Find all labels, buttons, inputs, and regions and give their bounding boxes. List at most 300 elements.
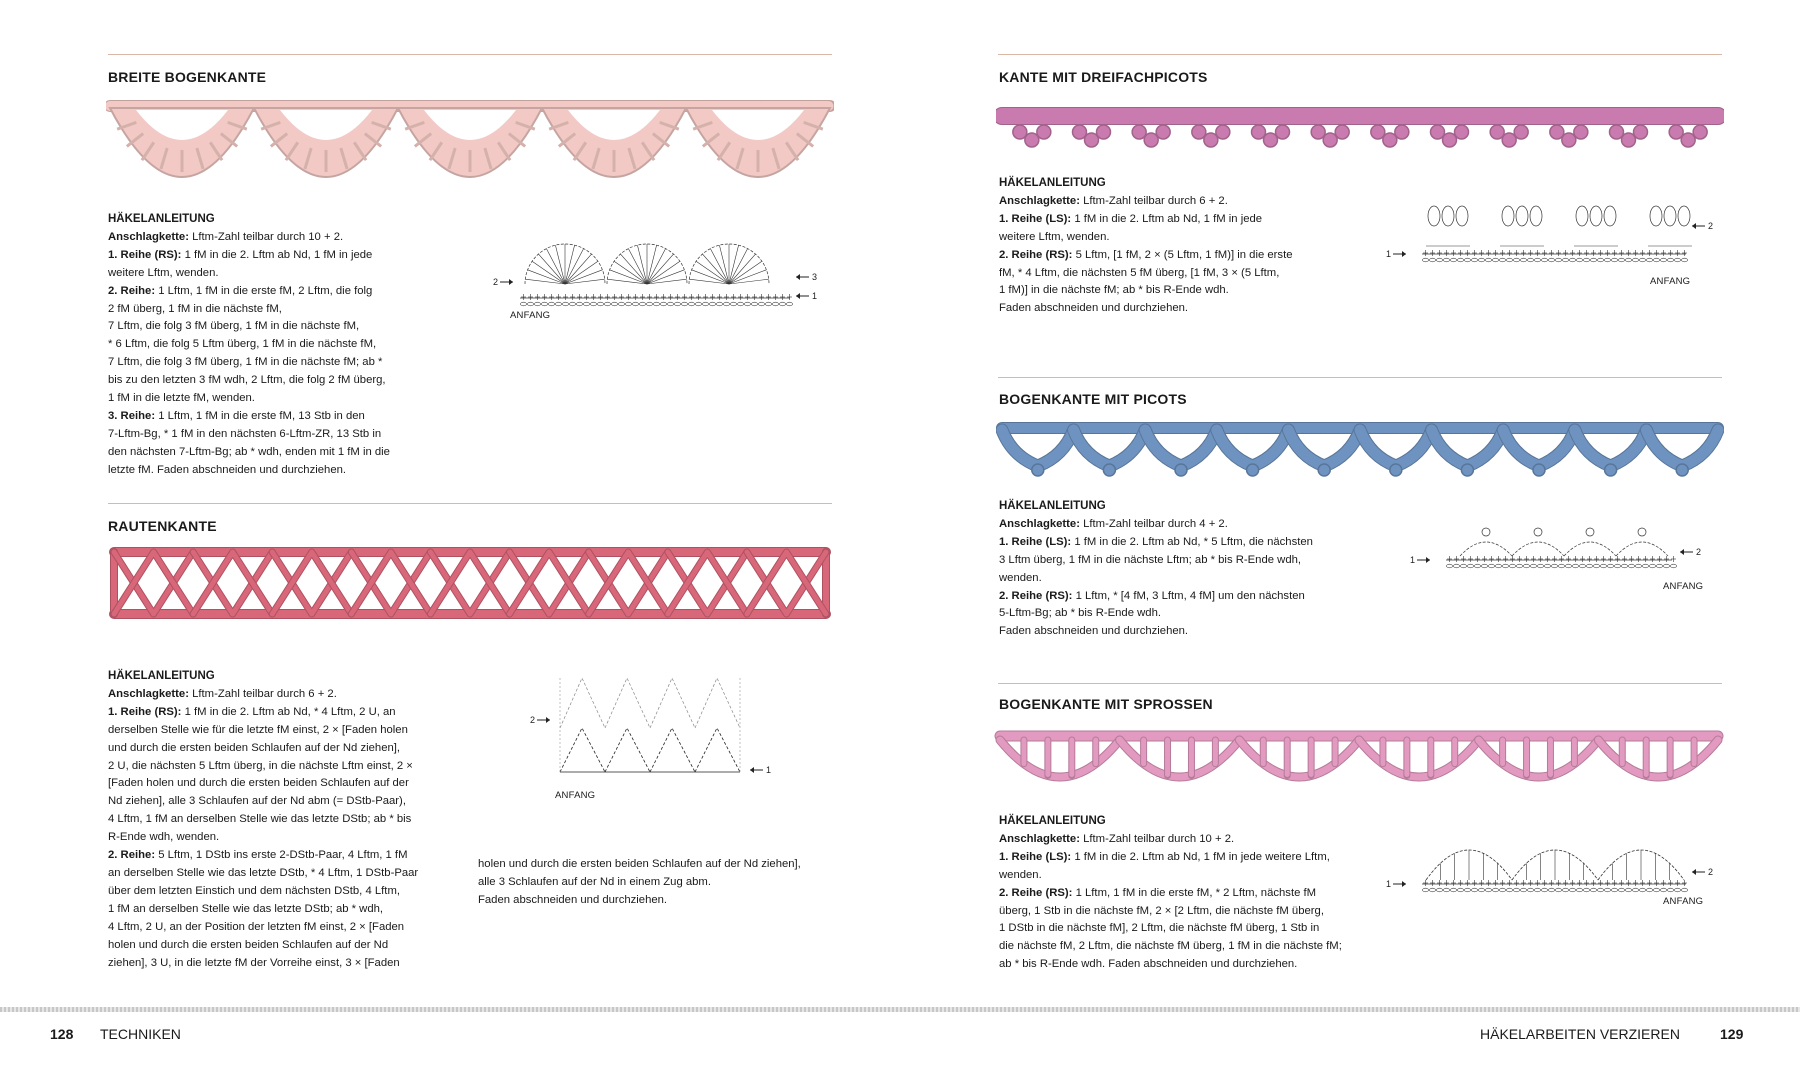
- chain-symbol: [1608, 564, 1614, 568]
- instruction-lead: 2. Reihe:: [108, 284, 156, 297]
- instruction-line: [999, 956, 1369, 974]
- instruction-line: [999, 300, 1329, 318]
- chart-diagram-breite-bogenkante: [490, 230, 830, 320]
- yarn-picot: [1097, 125, 1111, 139]
- chain-symbol: [1682, 888, 1688, 892]
- row-label-2: 2: [493, 277, 499, 287]
- chart-arch: [1460, 542, 1512, 556]
- yarn-diagonal-texture: [430, 552, 509, 614]
- row-arrow-head: [796, 293, 800, 299]
- instruction-lead: 1. Reihe (LS):: [999, 850, 1072, 863]
- chain-symbol: [1584, 258, 1590, 262]
- picot-symbol: [1442, 206, 1454, 226]
- chain-symbol: [556, 302, 562, 306]
- picot-symbol: [1456, 206, 1468, 226]
- yarn-diagonal-texture: [351, 552, 430, 614]
- chain-symbol: [1468, 564, 1474, 568]
- chain-symbol: [1633, 258, 1639, 262]
- chain-symbol: [1615, 564, 1621, 568]
- instruction-text: 5 Lftm, [1 fM, 2 × (5 Lftm, 1 fM)] in die erste: [1072, 248, 1293, 261]
- instruction-line: [999, 265, 1329, 283]
- instruction-lead: 1. Reihe (RS):: [108, 248, 182, 261]
- chain-symbol: [1479, 258, 1485, 262]
- row-label-1: 1: [812, 291, 818, 301]
- instruction-text: und durch die ersten beiden Schlaufen auf der Nd ziehen],: [108, 741, 401, 754]
- instruction-text: wenden.: [999, 868, 1042, 881]
- instruction-line: [108, 811, 448, 829]
- instruction-text: überg, 1 Stb in die nächste fM, 2 × [2 Lftm, die nächste fM überg,: [999, 904, 1324, 917]
- chart-lattice: [695, 678, 740, 728]
- instruction-text: 5-Lftm-Bg; ab * bis R-Ende wdh.: [999, 607, 1161, 620]
- chain-symbol: [1573, 564, 1579, 568]
- instruction-line: [108, 883, 448, 901]
- chain-symbol: [1465, 258, 1471, 262]
- instruction-line: [108, 283, 438, 301]
- row-label-2: 2: [1708, 221, 1714, 231]
- picot-symbol: [1586, 528, 1594, 536]
- yarn-diagonal-texture: [510, 552, 589, 614]
- instruction-text: derselben Stelle wie für die letzte fM einst, 2 × [Faden holen: [108, 723, 408, 736]
- yarn-arch-texture: [1288, 430, 1360, 466]
- section-title-breite-bogenkante: BREITE BOGENKANTE: [108, 69, 267, 85]
- yarn-arch-texture: [1002, 430, 1074, 466]
- instruction-line: [999, 623, 1339, 641]
- yarn-diagonal: [430, 552, 509, 614]
- chain-symbol: [675, 302, 681, 306]
- yarn-diagonal: [193, 552, 272, 614]
- yarn-diagonal: [589, 552, 668, 614]
- instruction-text: den nächsten 7-Lftm-Bg; ab * wdh, enden mit 1 fM in die: [108, 445, 390, 458]
- instruction-text: R-Ende wdh, wenden.: [108, 831, 220, 844]
- section-rule: [108, 54, 832, 55]
- instruction-lead: 3. Reihe:: [108, 409, 156, 422]
- chain-symbol: [1647, 888, 1653, 892]
- chain-symbol: [1503, 564, 1509, 568]
- yarn-arch-texture: [1503, 430, 1575, 466]
- chain-symbol: [1601, 564, 1607, 568]
- chain-symbol: [1507, 258, 1513, 262]
- instruction-line: [999, 849, 1369, 867]
- row-arrow-head: [1402, 881, 1406, 887]
- yarn-diagonal-texture: [114, 552, 193, 614]
- section-rule: [108, 503, 832, 504]
- yarn-diagonal-texture: [668, 552, 747, 614]
- chain-symbol: [1514, 258, 1520, 262]
- chain-symbol: [1657, 564, 1663, 568]
- chain-symbol: [1626, 258, 1632, 262]
- chain-symbol: [1594, 564, 1600, 568]
- instruction-text: wenden.: [999, 571, 1042, 584]
- chain-symbol: [710, 302, 716, 306]
- row-label-1: 1: [1410, 555, 1416, 565]
- instruction-lead: 2. Reihe:: [108, 849, 156, 862]
- instruction-line: [108, 847, 448, 865]
- picot-symbol: [1604, 206, 1616, 226]
- yarn-diagonal-texture: [747, 552, 826, 614]
- chart-diagram-bogenkante-mit-sprossen: [1386, 826, 1726, 906]
- yarn-diagonal-texture: [747, 552, 826, 614]
- chain-symbol: [1493, 888, 1499, 892]
- instruction-text: 3 Lftm überg, 1 fM in die nächste Lftm; ab * bis R-Ende wdh,: [999, 553, 1302, 566]
- instruction-line: [999, 247, 1329, 265]
- chain-symbol: [1556, 888, 1562, 892]
- chain-symbol: [1640, 258, 1646, 262]
- chain-symbol: [1472, 258, 1478, 262]
- chain-symbol: [584, 302, 590, 306]
- yarn-diagonal-texture: [114, 552, 193, 614]
- yarn-picot: [1335, 125, 1349, 139]
- instruction-text: 7 Lftm, die folg 3 fM überg, 1 fM in die nächste fM; ab *: [108, 356, 383, 369]
- row-arrow-head: [1426, 557, 1430, 563]
- instructions-bogenkante-mit-picots: [999, 498, 1339, 641]
- yarn-picot: [1676, 464, 1688, 476]
- yarn-diagonal-texture: [193, 552, 272, 614]
- chain-symbol: [1563, 888, 1569, 892]
- chain-symbol: [1612, 888, 1618, 892]
- instruction-text: 7 Lftm, die folg 3 fM überg, 1 fM in die nächste fM,: [108, 320, 360, 333]
- instruction-text: * 6 Lftm, die folg 5 Lftm überg, 1 fM in die nächste fM,: [108, 338, 377, 351]
- instruction-line: [108, 229, 438, 247]
- chain-symbol: [1584, 888, 1590, 892]
- instruction-lead: Anschlagkette:: [108, 687, 189, 700]
- chain-symbol: [1531, 564, 1537, 568]
- footer-divider: [0, 1007, 1800, 1012]
- yarn-picot: [1276, 125, 1290, 139]
- instruction-line: [999, 211, 1329, 229]
- yarn-arch-texture: [1360, 430, 1432, 466]
- chain-symbol: [668, 302, 674, 306]
- chain-symbol: [1675, 258, 1681, 262]
- yarn-picot: [1395, 125, 1409, 139]
- chain-symbol: [1668, 258, 1674, 262]
- section-rule: [998, 683, 1722, 684]
- crochet-sample-dreifachpicots: [996, 96, 1724, 160]
- instruction-line: [108, 444, 438, 462]
- row-label-2: 2: [1708, 867, 1714, 877]
- row-label-1: 1: [1386, 249, 1392, 259]
- instruction-line: [108, 775, 448, 793]
- crochet-sample-rautenkante: [106, 544, 834, 626]
- chain-symbol: [1493, 258, 1499, 262]
- instruction-text: 1 fM in die letzte fM, wenden.: [108, 392, 255, 405]
- yarn-diagonal: [114, 552, 193, 614]
- chain-symbol: [542, 302, 548, 306]
- yarn-diagonal: [510, 552, 589, 614]
- instruction-line: [999, 229, 1329, 247]
- yarn-diagonal-texture: [589, 552, 668, 614]
- instruction-text: 1 fM in die 2. Lftm ab Nd, * 5 Lftm, die nächsten: [1071, 535, 1313, 548]
- chart-lattice: [650, 728, 695, 772]
- instruction-line: [108, 865, 448, 883]
- chain-symbol: [1605, 888, 1611, 892]
- chain-symbol: [1454, 564, 1460, 568]
- row-arrow-head: [750, 767, 754, 773]
- chain-symbol: [766, 302, 772, 306]
- chain-symbol: [1664, 564, 1670, 568]
- instructions-rautenkante: [108, 668, 448, 972]
- instruction-line: [108, 426, 438, 444]
- chain-symbol: [1552, 564, 1558, 568]
- chain-symbol: [745, 302, 751, 306]
- yarn-arch-texture: [1575, 430, 1647, 466]
- instruction-line: [108, 301, 438, 319]
- chain-symbol: [1587, 564, 1593, 568]
- instruction-line: [108, 740, 448, 758]
- chain-symbol: [752, 302, 758, 306]
- chain-symbol: [1489, 564, 1495, 568]
- chart-diagram-dreifachpicots: [1386, 196, 1726, 276]
- instruction-lead: 2. Reihe (RS):: [999, 589, 1073, 602]
- chain-symbol: [1654, 888, 1660, 892]
- instruction-line: [108, 704, 448, 722]
- instruction-text: bis zu den letzten 3 fM wdh, 2 Lftm, die folg 2 fM überg,: [108, 374, 386, 387]
- instruction-text: Nd ziehen], alle 3 Schlaufen auf der Nd abm (= DStb-Paar),: [108, 795, 406, 808]
- section-title-bogenkante-mit-picots: BOGENKANTE MIT PICOTS: [999, 391, 1187, 407]
- chain-symbol: [1682, 258, 1688, 262]
- instruction-text: 5 Lftm, 1 DStb ins erste 2-DStb-Paar, 4 Lftm, 1 fM: [155, 849, 408, 862]
- yarn-picot: [1634, 125, 1648, 139]
- instruction-line: [999, 588, 1339, 606]
- row-label-1: 1: [1386, 879, 1392, 889]
- chain-symbol: [1556, 258, 1562, 262]
- instruction-text: 1 Lftm, 1 fM in die erste fM, * 2 Lftm, nächste fM: [1072, 886, 1317, 899]
- chain-symbol: [689, 302, 695, 306]
- instruction-text: ab * bis R-Ende wdh. Faden abschneiden und durchziehen.: [999, 958, 1298, 971]
- diagram-start-label: ANFANG: [1650, 276, 1691, 287]
- section-rule: [998, 54, 1722, 55]
- instruction-text: 1 DStb in die nächste fM], 2 Lftm, die nächste fM überg, 1 Stb in: [999, 922, 1320, 935]
- chain-symbol: [563, 302, 569, 306]
- instruction-line: [108, 265, 438, 283]
- chain-symbol: [1629, 564, 1635, 568]
- yarn-picot: [1247, 464, 1259, 476]
- instruction-line: [999, 570, 1339, 588]
- yarn-picot: [1175, 464, 1187, 476]
- instruction-text: ziehen], 3 U, in die letzte fM der Vorreihe einst, 3 × [Faden: [108, 956, 400, 969]
- chart-lattice: [560, 678, 605, 728]
- instruction-text: fM, * 4 Lftm, die nächsten 5 fM überg, [1 fM, 3 × (5 Lftm,: [999, 266, 1280, 279]
- instruction-text: [Faden holen und durch die ersten beiden Schlaufen auf der: [108, 777, 409, 790]
- yarn-diagonal: [272, 552, 351, 614]
- chain-symbol: [1619, 258, 1625, 262]
- yarn-picot: [1032, 464, 1044, 476]
- yarn-arch-texture: [1239, 740, 1359, 777]
- chain-symbol: [1430, 888, 1436, 892]
- chain-symbol: [633, 302, 639, 306]
- instruction-text: 1 fM in die 2. Lftm ab Nd, 1 fM in jede: [181, 248, 373, 261]
- diagram-start-label: ANFANG: [1663, 581, 1704, 592]
- chain-symbol: [1671, 564, 1677, 568]
- chain-symbol: [598, 302, 604, 306]
- instruction-text: 1 fM in die 2. Lftm ab Nd, 1 fM in jede: [1071, 212, 1263, 225]
- chain-symbol: [605, 302, 611, 306]
- instruction-lead: 2. Reihe (RS):: [999, 248, 1073, 261]
- picot-symbol: [1650, 206, 1662, 226]
- page-number-left: 128: [50, 1026, 74, 1042]
- instruction-line: [999, 282, 1329, 300]
- chain-symbol: [570, 302, 576, 306]
- row-arrow-head: [796, 274, 800, 280]
- section-rule: [998, 377, 1722, 378]
- chain-symbol: [1437, 258, 1443, 262]
- chain-symbol: [1661, 888, 1667, 892]
- instruction-line: [108, 686, 448, 704]
- instruction-line: [999, 605, 1339, 623]
- yarn-arch-texture: [1074, 430, 1146, 466]
- chain-symbol: [1654, 258, 1660, 262]
- instruction-line: [108, 390, 438, 408]
- yarn-picot: [1390, 464, 1402, 476]
- chain-symbol: [1580, 564, 1586, 568]
- section-title-bogenkante-mit-sprossen: BOGENKANTE MIT SPROSSEN: [999, 696, 1213, 712]
- chain-symbol: [521, 302, 527, 306]
- chain-symbol: [626, 302, 632, 306]
- instructions-heading: HÄKELANLEITUNG: [999, 815, 1106, 827]
- instruction-text: Faden abschneiden und durchziehen.: [999, 302, 1189, 315]
- chain-symbol: [1514, 888, 1520, 892]
- yarn-picot: [1318, 464, 1330, 476]
- instruction-line: [999, 534, 1339, 552]
- instruction-line: [108, 408, 438, 426]
- chain-symbol: [1598, 888, 1604, 892]
- instruction-text: 4 Lftm, 1 fM an derselben Stelle wie das letzte DStb; ab * bis: [108, 813, 412, 826]
- yarn-picot: [1103, 464, 1115, 476]
- instruction-text: weitere Lftm, wenden.: [108, 266, 219, 279]
- instruction-line: [999, 903, 1369, 921]
- instruction-line: [108, 318, 438, 336]
- instruction-text: über dem letzten Einstich und dem nächsten DStb, 4 Lftm,: [108, 884, 400, 897]
- instruction-text: an derselben Stelle wie das letzte DStb, * 4 Lftm, 1 DStb-Paar: [108, 866, 419, 879]
- chain-symbol: [1510, 564, 1516, 568]
- yarn-diagonal: [430, 552, 509, 614]
- yarn-picot: [1216, 125, 1230, 139]
- diagram-start-label: ANFANG: [510, 310, 551, 321]
- chain-symbol: [1661, 258, 1667, 262]
- chain-symbol: [577, 302, 583, 306]
- instruction-text: Lftm-Zahl teilbar durch 10 + 2.: [188, 230, 344, 243]
- chain-symbol: [703, 302, 709, 306]
- chart-diagram-bogenkante-mit-picots: [1410, 518, 1720, 578]
- chain-symbol: [1430, 258, 1436, 262]
- chart-arch: [1616, 542, 1668, 556]
- instructions-breite-bogenkante: [108, 211, 438, 480]
- chart-lattice: [695, 728, 740, 772]
- picot-symbol: [1638, 528, 1646, 536]
- yarn-arch-texture: [1217, 430, 1289, 466]
- yarn-diagonal-texture: [589, 552, 668, 614]
- picot-symbol: [1530, 206, 1542, 226]
- chain-symbol: [612, 302, 618, 306]
- running-head-left: TECHNIKEN: [100, 1026, 181, 1042]
- instruction-line: [999, 938, 1369, 956]
- chain-symbol: [1577, 258, 1583, 262]
- yarn-diagonal: [747, 552, 826, 614]
- chain-symbol: [1640, 888, 1646, 892]
- instruction-line: [999, 516, 1339, 534]
- picot-symbol: [1482, 528, 1490, 536]
- chain-symbol: [724, 302, 730, 306]
- chain-symbol: [1559, 564, 1565, 568]
- chain-symbol: [1577, 888, 1583, 892]
- section-title-kante-mit-dreifachpicots: KANTE MIT DREIFACHPICOTS: [999, 69, 1208, 85]
- chain-symbol: [1447, 564, 1453, 568]
- instruction-line: [108, 937, 448, 955]
- chain-symbol: [1451, 888, 1457, 892]
- yarn-diagonal: [668, 552, 747, 614]
- instructions-bogenkante-mit-sprossen: [999, 813, 1369, 974]
- yarn-diagonal-texture: [668, 552, 747, 614]
- instructions-heading: HÄKELANLEITUNG: [999, 177, 1106, 189]
- yarn-arch-texture: [1120, 740, 1240, 777]
- instructions-dreifachpicots: [999, 175, 1329, 318]
- instruction-line: [999, 920, 1369, 938]
- chain-symbol: [1524, 564, 1530, 568]
- chain-symbol: [640, 302, 646, 306]
- instruction-text: 4 Lftm, 2 U, an der Position der letzten fM einst, 2 × [Faden: [108, 920, 405, 933]
- row-label-2: 2: [1696, 547, 1702, 557]
- row-arrow-head: [1692, 223, 1696, 229]
- picot-symbol: [1678, 206, 1690, 226]
- yarn-diagonal-texture: [351, 552, 430, 614]
- chart-lattice: [605, 678, 650, 728]
- yarn-diagonal: [272, 552, 351, 614]
- yarn-picot: [1037, 125, 1051, 139]
- yarn-picot: [1156, 125, 1170, 139]
- instruction-line: [108, 901, 448, 919]
- chain-symbol: [1507, 888, 1513, 892]
- chain-symbol: [717, 302, 723, 306]
- chain-symbol: [1500, 888, 1506, 892]
- chain-symbol: [1486, 888, 1492, 892]
- diagram-start-label: ANFANG: [555, 790, 596, 801]
- instruction-line: alle 3 Schlaufen auf der Nd in einem Zug abm.: [478, 875, 711, 888]
- instruction-lead: 2. Reihe (RS):: [999, 886, 1073, 899]
- instruction-line: [108, 372, 438, 390]
- yarn-arch-texture: [1359, 740, 1479, 777]
- instruction-text: 1 fM an derselben Stelle wie das letzte DStb; ab * wdh,: [108, 902, 384, 915]
- instruction-line: [108, 955, 448, 973]
- instruction-text: 1 fM in die 2. Lftm ab Nd, 1 fM in jede weitere Lftm,: [1071, 850, 1330, 863]
- instruction-text: Lftm-Zahl teilbar durch 6 + 2.: [1079, 194, 1228, 207]
- chain-symbol: [780, 302, 786, 306]
- chain-symbol: [1566, 564, 1572, 568]
- instruction-line: [108, 336, 438, 354]
- instruction-line: [108, 354, 438, 372]
- yarn-diagonal-texture: [193, 552, 272, 614]
- chain-symbol: [1444, 888, 1450, 892]
- yarn-picot: [1514, 125, 1528, 139]
- chain-symbol: [1528, 888, 1534, 892]
- chain-symbol: [1472, 888, 1478, 892]
- instruction-text: Lftm-Zahl teilbar durch 4 + 2.: [1079, 517, 1228, 530]
- chain-symbol: [1535, 888, 1541, 892]
- instructions-heading: HÄKELANLEITUNG: [108, 670, 215, 682]
- instruction-line: Faden abschneiden und durchziehen.: [478, 893, 668, 906]
- instruction-line: holen und durch die ersten beiden Schlaufen auf der Nd ziehen],: [478, 858, 801, 870]
- instruction-lead: Anschlagkette:: [999, 832, 1080, 845]
- chain-symbol: [549, 302, 555, 306]
- chain-symbol: [1636, 564, 1642, 568]
- yarn-diagonal: [668, 552, 747, 614]
- yarn-diagonal: [193, 552, 272, 614]
- chain-symbol: [1517, 564, 1523, 568]
- chain-symbol: [1444, 258, 1450, 262]
- chain-symbol: [1545, 564, 1551, 568]
- chart-arch: [1564, 542, 1616, 556]
- instruction-text: 1 Lftm, * [4 fM, 3 Lftm, 4 fM] um den nächsten: [1072, 589, 1305, 602]
- yarn-picot: [1605, 464, 1617, 476]
- chain-symbol: [1570, 888, 1576, 892]
